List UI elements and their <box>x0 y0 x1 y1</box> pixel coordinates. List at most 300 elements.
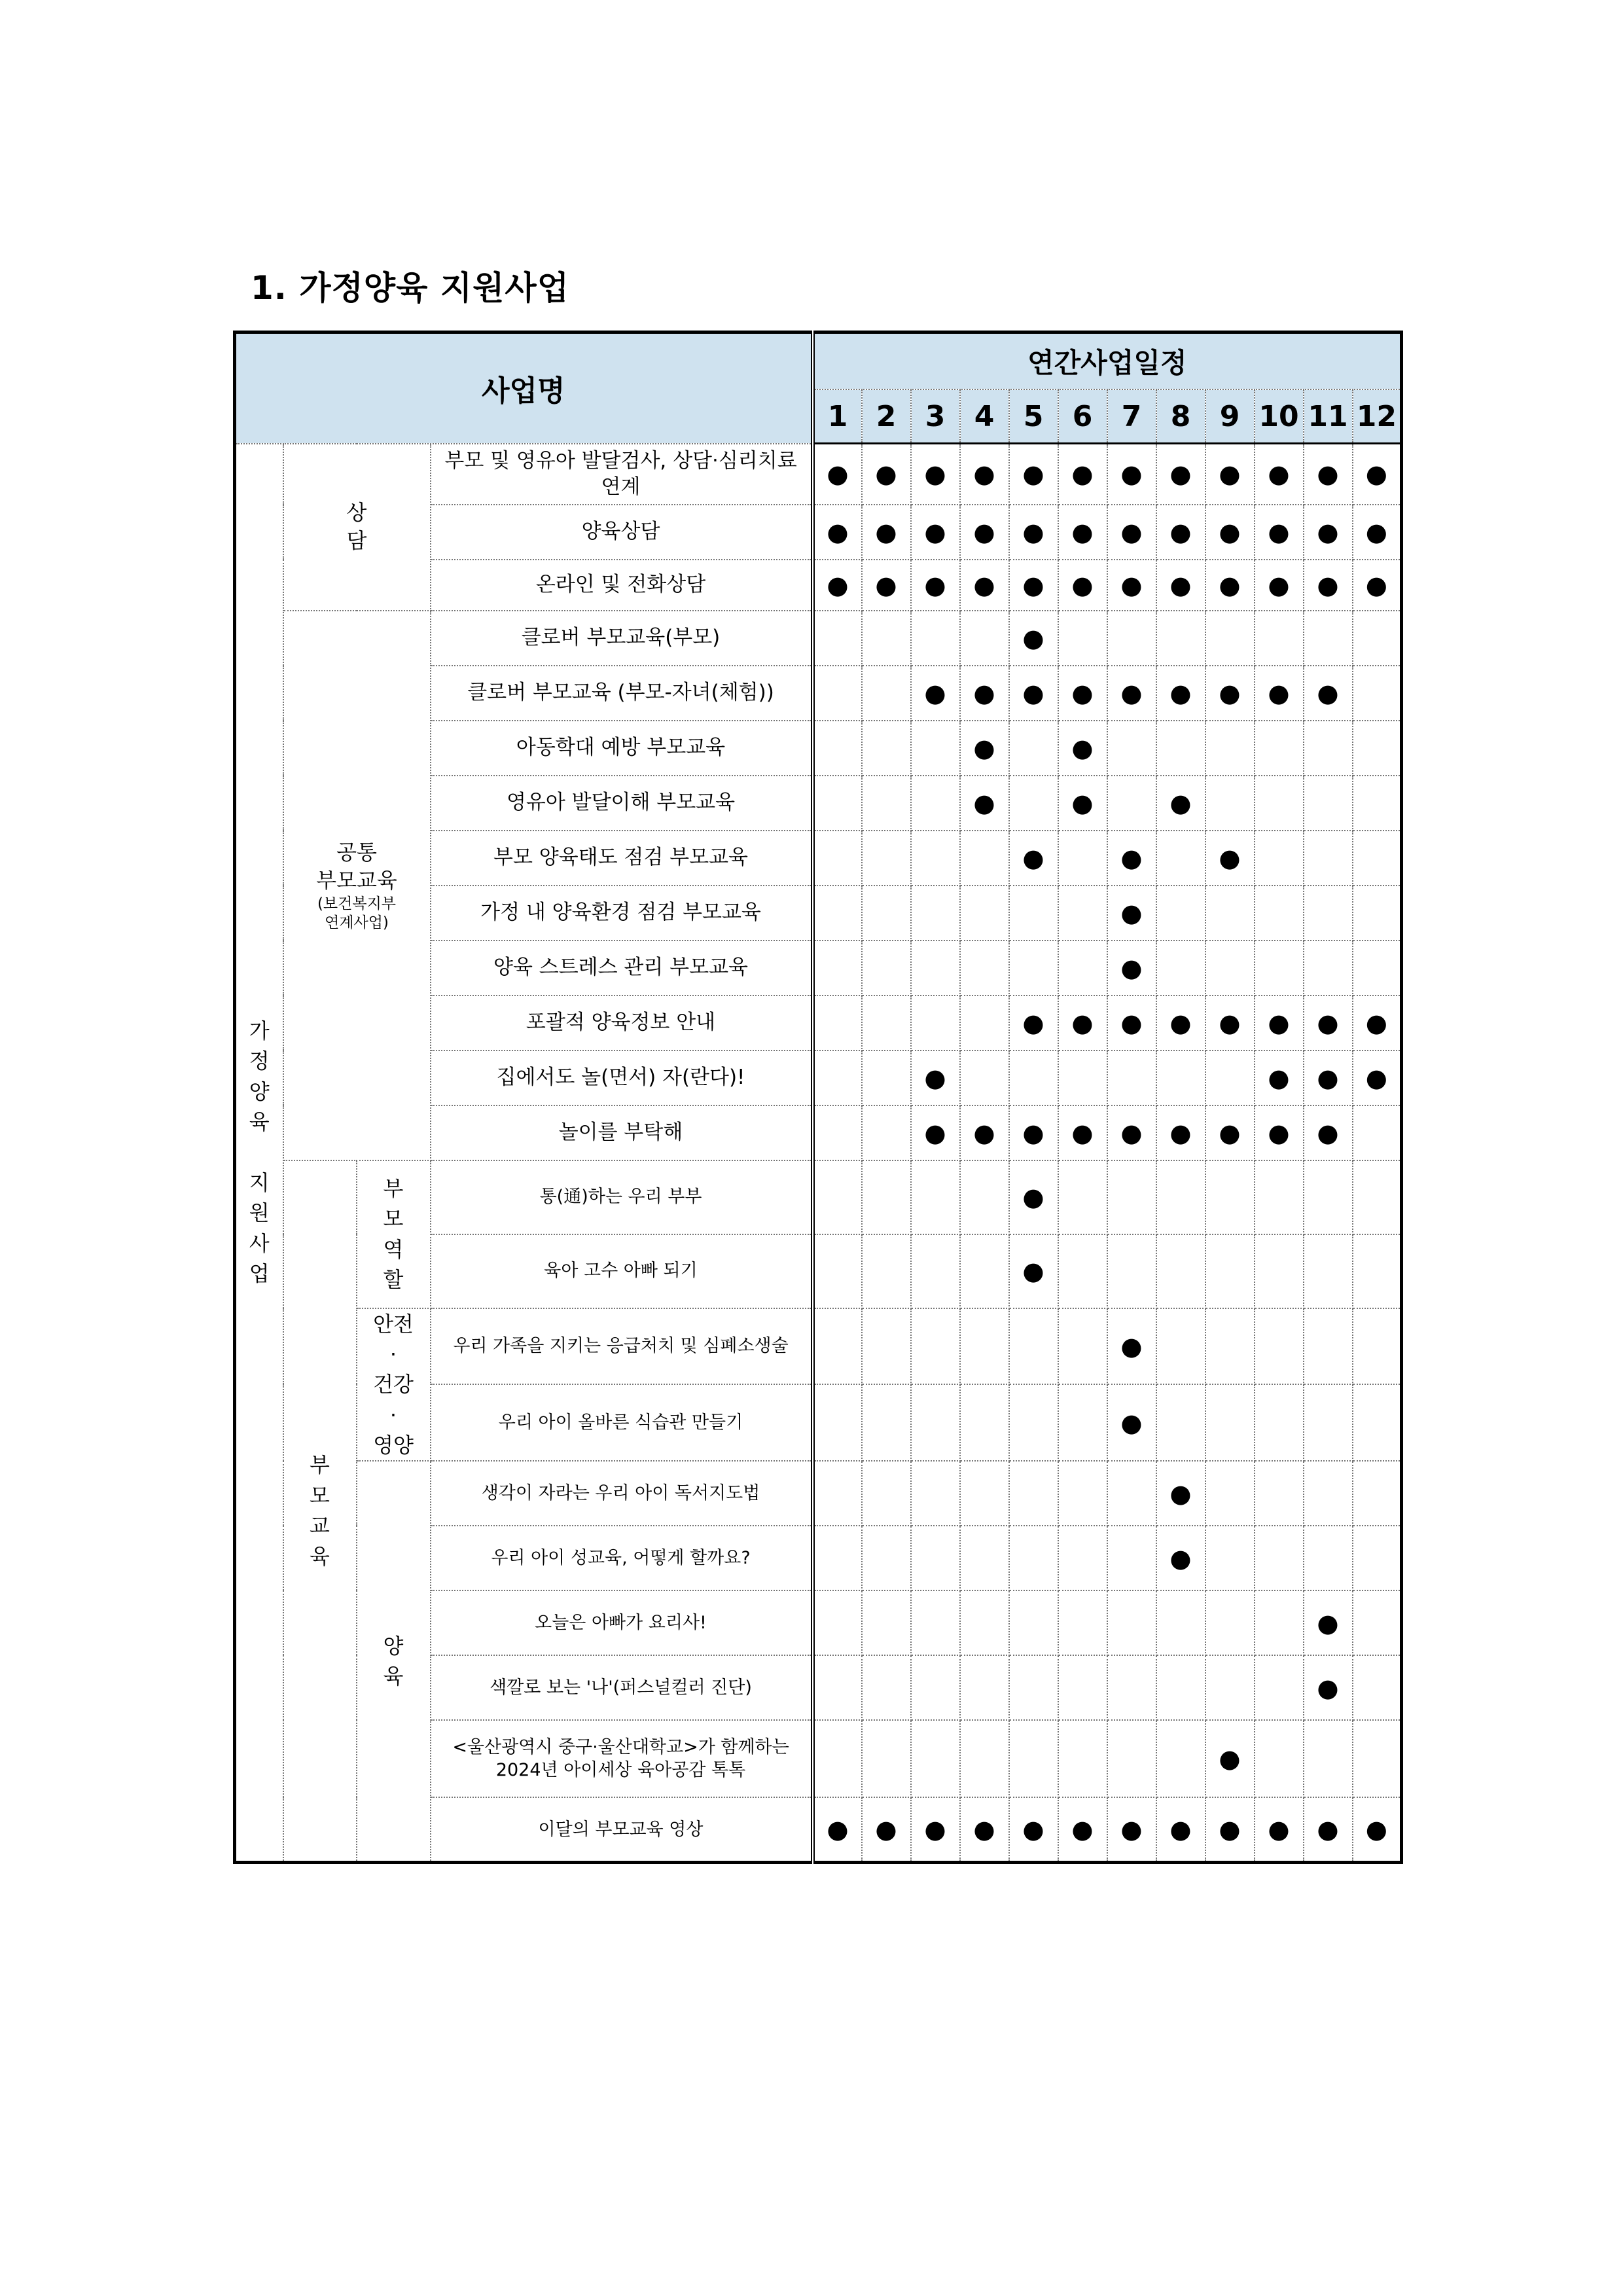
month-header-3: 3 <box>911 389 960 444</box>
month-header-7: 7 <box>1107 389 1156 444</box>
month-8-cell <box>1156 1461 1205 1526</box>
month-3-cell <box>911 721 960 776</box>
month-11-cell <box>1304 505 1353 560</box>
program-name: 부모 양육태도 점검 부모교육 <box>431 831 813 886</box>
header-annual-schedule: 연간사업일정 <box>813 332 1402 390</box>
scheduled-dot: ● <box>1268 517 1290 547</box>
month-4-cell <box>960 831 1009 886</box>
month-6-cell <box>1058 1308 1107 1385</box>
scheduled-dot: ● <box>1268 678 1290 708</box>
month-10-cell <box>1255 1308 1304 1385</box>
scheduled-dot: ● <box>1169 570 1192 600</box>
month-7-cell <box>1107 1308 1156 1385</box>
month-9-cell <box>1205 1655 1255 1720</box>
month-5-cell <box>1009 444 1058 505</box>
month-7-cell <box>1107 831 1156 886</box>
scheduled-dot: ● <box>1120 898 1143 927</box>
month-header-4: 4 <box>960 389 1009 444</box>
scheduled-dot: ● <box>875 1815 897 1844</box>
scheduled-dot: ● <box>1169 459 1192 489</box>
month-6-cell <box>1058 831 1107 886</box>
month-5-cell <box>1009 1526 1058 1590</box>
month-10-cell <box>1255 1160 1304 1234</box>
month-7-cell <box>1107 1526 1156 1590</box>
month-4-cell <box>960 1655 1009 1720</box>
month-11-cell <box>1304 1050 1353 1105</box>
month-12-cell <box>1353 776 1402 831</box>
scheduled-dot: ● <box>1120 517 1143 547</box>
page-title: 1. 가정양육 지원사업 <box>251 269 569 307</box>
month-4-cell <box>960 941 1009 996</box>
month-header-2: 2 <box>862 389 911 444</box>
month-2-cell <box>862 1655 911 1720</box>
month-1-cell <box>813 666 862 721</box>
month-8-cell <box>1156 1308 1205 1385</box>
month-2-cell <box>862 776 911 831</box>
scheduled-dot: ● <box>1022 1815 1044 1844</box>
month-9-cell <box>1205 1105 1255 1160</box>
month-7-cell <box>1107 1234 1156 1308</box>
month-7-cell <box>1107 1720 1156 1797</box>
month-5-cell <box>1009 886 1058 941</box>
month-12-cell <box>1353 560 1402 611</box>
subgroup-safety-health-nutrition-label: 안전 · 건강 · 영양 <box>373 1311 414 1458</box>
scheduled-dot: ● <box>1169 1815 1192 1844</box>
month-2-cell <box>862 886 911 941</box>
month-11-cell <box>1304 721 1353 776</box>
scheduled-dot: ● <box>827 1815 849 1844</box>
month-4-cell <box>960 505 1009 560</box>
month-5-cell <box>1009 1160 1058 1234</box>
scheduled-dot: ● <box>1317 1673 1339 1702</box>
month-5-cell <box>1009 611 1058 666</box>
month-8-cell <box>1156 1234 1205 1308</box>
month-9-cell <box>1205 611 1255 666</box>
month-5-cell <box>1009 1308 1058 1385</box>
program-name: 오늘은 아빠가 요리사! <box>431 1590 813 1655</box>
month-9-cell <box>1205 996 1255 1050</box>
month-10-cell <box>1255 776 1304 831</box>
month-1-cell <box>813 1461 862 1526</box>
month-11-cell <box>1304 1797 1353 1862</box>
month-11-cell <box>1304 886 1353 941</box>
month-2-cell <box>862 1720 911 1797</box>
month-5-cell <box>1009 941 1058 996</box>
month-8-cell <box>1156 831 1205 886</box>
scheduled-dot: ● <box>924 459 946 489</box>
month-6-cell <box>1058 886 1107 941</box>
month-5-cell <box>1009 1797 1058 1862</box>
month-4-cell <box>960 611 1009 666</box>
month-5-cell <box>1009 1590 1058 1655</box>
month-10-cell <box>1255 1720 1304 1797</box>
month-11-cell <box>1304 1234 1353 1308</box>
month-7-cell <box>1107 721 1156 776</box>
month-8-cell <box>1156 1384 1205 1461</box>
program-name: 영유아 발달이해 부모교육 <box>431 776 813 831</box>
month-10-cell <box>1255 886 1304 941</box>
scheduled-dot: ● <box>1317 570 1339 600</box>
month-10-cell <box>1255 444 1304 505</box>
month-1-cell <box>813 1234 862 1308</box>
month-5-cell <box>1009 721 1058 776</box>
month-1-cell <box>813 886 862 941</box>
scheduled-dot: ● <box>1120 570 1143 600</box>
month-9-cell <box>1205 1797 1255 1862</box>
month-3-cell <box>911 1461 960 1526</box>
scheduled-dot: ● <box>1120 678 1143 708</box>
scheduled-dot: ● <box>924 1815 946 1844</box>
scheduled-dot: ● <box>1120 1331 1143 1361</box>
month-5-cell <box>1009 1384 1058 1461</box>
scheduled-dot: ● <box>1268 1815 1290 1844</box>
month-3-cell <box>911 1234 960 1308</box>
month-1-cell <box>813 1590 862 1655</box>
program-name: 클로버 부모교육(부모) <box>431 611 813 666</box>
schedule-row <box>235 1160 1402 1234</box>
month-4-cell <box>960 1526 1009 1590</box>
subgroup-parent-role <box>357 1160 431 1308</box>
month-11-cell <box>1304 1655 1353 1720</box>
month-5-cell <box>1009 505 1058 560</box>
subgroup-safety-health-nutrition <box>357 1308 431 1462</box>
scheduled-dot: ● <box>1268 570 1290 600</box>
month-6-cell <box>1058 1797 1107 1862</box>
month-6-cell <box>1058 776 1107 831</box>
scheduled-dot: ● <box>1268 459 1290 489</box>
month-8-cell <box>1156 666 1205 721</box>
month-header-10: 10 <box>1255 389 1304 444</box>
month-10-cell <box>1255 1590 1304 1655</box>
program-name: 이달의 부모교육 영상 <box>431 1797 813 1862</box>
month-7-cell <box>1107 444 1156 505</box>
month-3-cell <box>911 996 960 1050</box>
month-8-cell <box>1156 560 1205 611</box>
scheduled-dot: ● <box>1022 517 1044 547</box>
month-1-cell <box>813 1655 862 1720</box>
month-2-cell <box>862 505 911 560</box>
month-12-cell <box>1353 1384 1402 1461</box>
month-12-cell <box>1353 1105 1402 1160</box>
month-9-cell <box>1205 1234 1255 1308</box>
month-7-cell <box>1107 505 1156 560</box>
month-12-cell <box>1353 1720 1402 1797</box>
subgroup-parenting <box>357 1461 431 1862</box>
month-1-cell <box>813 1720 862 1797</box>
month-8-cell <box>1156 1526 1205 1590</box>
month-6-cell <box>1058 721 1107 776</box>
month-2-cell <box>862 1526 911 1590</box>
scheduled-dot: ● <box>1317 678 1339 708</box>
program-name: 통(通)하는 우리 부부 <box>431 1160 813 1234</box>
scheduled-dot: ● <box>1219 843 1241 872</box>
group-parent-education <box>283 1160 357 1863</box>
scheduled-dot: ● <box>1169 517 1192 547</box>
month-12-cell <box>1353 1234 1402 1308</box>
program-name: 온라인 및 전화상담 <box>431 560 813 611</box>
month-2-cell <box>862 1105 911 1160</box>
header-business-name: 사업명 <box>235 332 813 444</box>
month-4-cell <box>960 666 1009 721</box>
scheduled-dot: ● <box>1219 1815 1241 1844</box>
month-3-cell <box>911 560 960 611</box>
scheduled-dot: ● <box>1169 1479 1192 1508</box>
month-12-cell <box>1353 1461 1402 1526</box>
month-11-cell <box>1304 1590 1353 1655</box>
month-10-cell <box>1255 1234 1304 1308</box>
program-name: 놀이를 부탁해 <box>431 1105 813 1160</box>
scheduled-dot: ● <box>1219 517 1241 547</box>
month-1-cell <box>813 1797 862 1862</box>
month-header-5: 5 <box>1009 389 1058 444</box>
month-11-cell <box>1304 1308 1353 1385</box>
schedule-table <box>233 331 1403 1864</box>
month-4-cell <box>960 1160 1009 1234</box>
month-3-cell <box>911 1590 960 1655</box>
month-3-cell <box>911 1720 960 1797</box>
month-4-cell <box>960 444 1009 505</box>
month-10-cell <box>1255 996 1304 1050</box>
month-6-cell <box>1058 505 1107 560</box>
month-8-cell <box>1156 776 1205 831</box>
scheduled-dot: ● <box>973 570 995 600</box>
scheduled-dot: ● <box>924 678 946 708</box>
month-10-cell <box>1255 831 1304 886</box>
program-name: 포괄적 양육정보 안내 <box>431 996 813 1050</box>
month-8-cell <box>1156 1160 1205 1234</box>
month-11-cell <box>1304 1526 1353 1590</box>
month-2-cell <box>862 444 911 505</box>
month-10-cell <box>1255 1526 1304 1590</box>
month-6-cell <box>1058 666 1107 721</box>
month-12-cell <box>1353 1797 1402 1862</box>
month-5-cell <box>1009 831 1058 886</box>
scheduled-dot: ● <box>1219 1008 1241 1037</box>
scheduled-dot: ● <box>1120 1408 1143 1437</box>
month-10-cell <box>1255 560 1304 611</box>
month-12-cell <box>1353 886 1402 941</box>
month-3-cell <box>911 1050 960 1105</box>
month-7-cell <box>1107 1105 1156 1160</box>
month-6-cell <box>1058 1590 1107 1655</box>
month-7-cell <box>1107 941 1156 996</box>
scheduled-dot: ● <box>827 570 849 600</box>
month-12-cell <box>1353 1308 1402 1385</box>
month-3-cell <box>911 1105 960 1160</box>
month-4-cell <box>960 721 1009 776</box>
scheduled-dot: ● <box>973 1118 995 1147</box>
scheduled-dot: ● <box>1120 953 1143 982</box>
group-counsel-label: 상 담 <box>346 499 367 553</box>
month-2-cell <box>862 996 911 1050</box>
scheduled-dot: ● <box>973 1815 995 1844</box>
month-9-cell <box>1205 941 1255 996</box>
scheduled-dot: ● <box>1268 1008 1290 1037</box>
month-8-cell <box>1156 611 1205 666</box>
group-common-parent-edu-label: 공통 부모교육 <box>316 839 397 893</box>
scheduled-dot: ● <box>1317 1008 1339 1037</box>
month-8-cell <box>1156 886 1205 941</box>
month-9-cell <box>1205 560 1255 611</box>
month-12-cell <box>1353 831 1402 886</box>
month-12-cell <box>1353 996 1402 1050</box>
month-6-cell <box>1058 941 1107 996</box>
scheduled-dot: ● <box>1022 843 1044 872</box>
scheduled-dot: ● <box>1268 1118 1290 1147</box>
month-8-cell <box>1156 1655 1205 1720</box>
month-8-cell <box>1156 941 1205 996</box>
scheduled-dot: ● <box>875 570 897 600</box>
month-11-cell <box>1304 776 1353 831</box>
month-7-cell <box>1107 996 1156 1050</box>
month-12-cell <box>1353 666 1402 721</box>
month-3-cell <box>911 831 960 886</box>
scheduled-dot: ● <box>1365 459 1387 489</box>
scheduled-dot: ● <box>973 517 995 547</box>
month-9-cell <box>1205 1526 1255 1590</box>
month-2-cell <box>862 666 911 721</box>
group-note: (보건복지부 연계사업) <box>317 895 397 931</box>
month-9-cell <box>1205 505 1255 560</box>
month-5-cell <box>1009 560 1058 611</box>
month-2-cell <box>862 1050 911 1105</box>
month-12-cell <box>1353 611 1402 666</box>
scheduled-dot: ● <box>1071 570 1094 600</box>
scheduled-dot: ● <box>1219 678 1241 708</box>
month-4-cell <box>960 1797 1009 1862</box>
month-12-cell <box>1353 444 1402 505</box>
program-name: 집에서도 놀(면서) 자(란다)! <box>431 1050 813 1105</box>
month-4-cell <box>960 1050 1009 1105</box>
scheduled-dot: ● <box>1120 1008 1143 1037</box>
month-6-cell <box>1058 1720 1107 1797</box>
month-2-cell <box>862 1384 911 1461</box>
scheduled-dot: ● <box>1317 1815 1339 1844</box>
month-header-11: 11 <box>1304 389 1353 444</box>
main-category-cell-label: 가 정 양 육 지 원 사 업 <box>249 1018 270 1287</box>
month-7-cell <box>1107 1655 1156 1720</box>
month-8-cell <box>1156 1590 1205 1655</box>
month-9-cell <box>1205 776 1255 831</box>
month-12-cell <box>1353 1050 1402 1105</box>
program-name: 클로버 부모교육 (부모-자녀(체험)) <box>431 666 813 721</box>
program-name: 우리 가족을 지키는 응급처치 및 심폐소생술 <box>431 1308 813 1385</box>
month-5-cell <box>1009 666 1058 721</box>
scheduled-dot: ● <box>1120 1118 1143 1147</box>
month-4-cell <box>960 1105 1009 1160</box>
scheduled-dot: ● <box>875 517 897 547</box>
month-1-cell <box>813 831 862 886</box>
scheduled-dot: ● <box>1169 1008 1192 1037</box>
month-4-cell <box>960 1590 1009 1655</box>
month-9-cell <box>1205 721 1255 776</box>
month-9-cell <box>1205 1050 1255 1105</box>
scheduled-dot: ● <box>1219 1118 1241 1147</box>
month-12-cell <box>1353 721 1402 776</box>
month-6-cell <box>1058 560 1107 611</box>
month-10-cell <box>1255 666 1304 721</box>
month-4-cell <box>960 886 1009 941</box>
month-6-cell <box>1058 611 1107 666</box>
program-name: 우리 아이 올바른 식습관 만들기 <box>431 1384 813 1461</box>
program-name: 가정 내 양육환경 점검 부모교육 <box>431 886 813 941</box>
month-6-cell <box>1058 1655 1107 1720</box>
month-8-cell <box>1156 721 1205 776</box>
month-1-cell <box>813 611 862 666</box>
month-3-cell <box>911 1526 960 1590</box>
scheduled-dot: ● <box>1022 1118 1044 1147</box>
month-1-cell <box>813 1105 862 1160</box>
month-2-cell <box>862 1234 911 1308</box>
month-11-cell <box>1304 996 1353 1050</box>
month-header-9: 9 <box>1205 389 1255 444</box>
month-3-cell <box>911 1384 960 1461</box>
scheduled-dot: ● <box>1365 517 1387 547</box>
month-12-cell <box>1353 1526 1402 1590</box>
month-1-cell <box>813 721 862 776</box>
scheduled-dot: ● <box>1169 1543 1192 1573</box>
scheduled-dot: ● <box>1120 459 1143 489</box>
scheduled-dot: ● <box>1365 1815 1387 1844</box>
month-9-cell <box>1205 1160 1255 1234</box>
month-7-cell <box>1107 560 1156 611</box>
scheduled-dot: ● <box>875 459 897 489</box>
scheduled-dot: ● <box>1022 623 1044 653</box>
month-9-cell <box>1205 831 1255 886</box>
month-7-cell <box>1107 1050 1156 1105</box>
month-6-cell <box>1058 444 1107 505</box>
month-10-cell <box>1255 611 1304 666</box>
month-2-cell <box>862 1590 911 1655</box>
schedule-body <box>235 444 1402 1863</box>
month-10-cell <box>1255 721 1304 776</box>
month-9-cell <box>1205 1384 1255 1461</box>
month-11-cell <box>1304 666 1353 721</box>
month-1-cell <box>813 444 862 505</box>
schedule-row <box>235 1308 1402 1385</box>
month-3-cell <box>911 666 960 721</box>
month-9-cell <box>1205 1720 1255 1797</box>
month-11-cell <box>1304 444 1353 505</box>
program-name: 우리 아이 성교육, 어떻게 할까요? <box>431 1526 813 1590</box>
program-name: 육아 고수 아빠 되기 <box>431 1234 813 1308</box>
month-11-cell <box>1304 1105 1353 1160</box>
month-7-cell <box>1107 1590 1156 1655</box>
month-6-cell <box>1058 1384 1107 1461</box>
scheduled-dot: ● <box>1317 1118 1339 1147</box>
month-10-cell <box>1255 1105 1304 1160</box>
scheduled-dot: ● <box>1071 1815 1094 1844</box>
month-7-cell <box>1107 1797 1156 1862</box>
month-2-cell <box>862 560 911 611</box>
month-1-cell <box>813 941 862 996</box>
month-10-cell <box>1255 1797 1304 1862</box>
subgroup-parent-role-label: 부 모 역 할 <box>383 1175 404 1292</box>
scheduled-dot: ● <box>1071 678 1094 708</box>
scheduled-dot: ● <box>1365 1008 1387 1037</box>
month-11-cell <box>1304 1461 1353 1526</box>
scheduled-dot: ● <box>924 517 946 547</box>
schedule-row <box>235 444 1402 505</box>
scheduled-dot: ● <box>1120 843 1143 872</box>
program-name: 생각이 자라는 우리 아이 독서지도법 <box>431 1461 813 1526</box>
month-4-cell <box>960 1461 1009 1526</box>
month-7-cell <box>1107 776 1156 831</box>
month-6-cell <box>1058 1461 1107 1526</box>
month-3-cell <box>911 444 960 505</box>
group-counsel <box>283 444 431 611</box>
month-9-cell <box>1205 666 1255 721</box>
